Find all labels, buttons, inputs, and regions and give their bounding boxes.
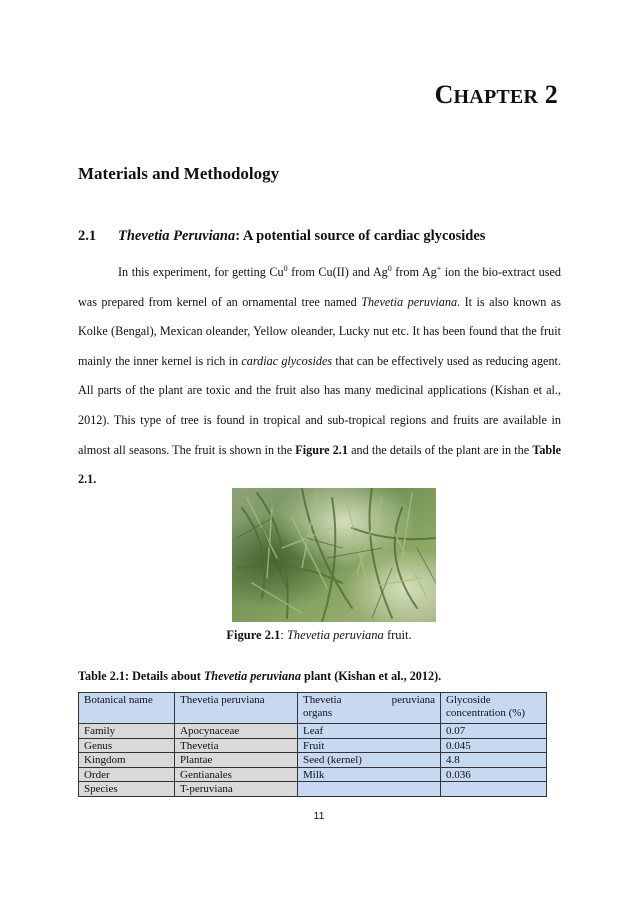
table-cell: Family <box>79 724 175 739</box>
plant-photo <box>232 488 436 622</box>
table-cell: Leaf <box>298 724 441 739</box>
table-header-cell: Botanical name <box>79 693 175 724</box>
table-header-row <box>79 693 547 724</box>
table-cell: Apocynaceae <box>175 724 298 739</box>
table-cell: 0.036 <box>441 767 547 782</box>
table-row <box>79 767 547 782</box>
table-row <box>79 753 547 768</box>
subsection-number: 2.1 <box>78 228 97 244</box>
table-title: Table 2.1: Details about Thevetia peruviana plant (Kishan et al., 2012). <box>78 669 442 683</box>
table-cell: Kingdom <box>79 753 175 768</box>
chapter-title: CHAPTER 2 <box>434 80 558 109</box>
body-paragraph: In this experiment, for getting Cu$^0$ from Cu(II) and Ag$^0$ from Ag+ ion the bio-extract used was prepared from kernel of an ornamental tree named Thevetia peruviana. It is also known as Kolke (Bengal), Mexican oleander, Yellow oleander, Lucky nut etc. It has been found that the fruit mainly the inner kernel is rich in cardiac glycosides that can be effectively used as reducing agent. All parts of the plant are toxic and the fruit also has many medicinal applications (Kishan et al., 2012). This type of tree is found in tropical and sub-tropical regions and fruits are available in almost all seasons. The fruit is shown in the Figure 2.1 and the details of the plant are in the Table 2.1. <box>78 264 561 487</box>
table-header-cell: Thevetia peruviana <box>175 693 298 724</box>
table-cell: Species <box>79 782 175 797</box>
table-cell: Plantae <box>175 753 298 768</box>
table-row <box>79 724 547 739</box>
table-row <box>79 782 547 797</box>
table-cell: 4.8 <box>441 753 547 768</box>
table-cell: Thevetia <box>175 738 298 753</box>
table-cell: Seed (kernel) <box>298 753 441 768</box>
table-row <box>79 738 547 753</box>
table-cell <box>298 782 441 797</box>
table-cell: 0.07 <box>441 724 547 739</box>
subsection-title: 2.1 Thevetia Peruviana: A potential source of cardiac glycosides <box>78 228 486 244</box>
table-cell: Milk <box>298 767 441 782</box>
table-cell <box>441 782 547 797</box>
figure-photo <box>232 488 436 622</box>
table-cell: Fruit <box>298 738 441 753</box>
table-cell: T-peruviana <box>175 782 298 797</box>
details-table <box>78 692 547 797</box>
table-cell: Gentianales <box>175 767 298 782</box>
table-cell: Genus <box>79 738 175 753</box>
section-heading: Materials and Methodology <box>78 164 280 183</box>
table-header-cell: Glycoside concentration (%) <box>441 693 547 724</box>
figure-caption: Figure 2.1: Thevetia peruviana fruit. <box>226 628 412 642</box>
table-cell: Order <box>79 767 175 782</box>
table-cell: 0.045 <box>441 738 547 753</box>
table-header-cell: Thevetia peruviana organs <box>298 693 441 724</box>
page-number: 11 <box>313 810 325 822</box>
